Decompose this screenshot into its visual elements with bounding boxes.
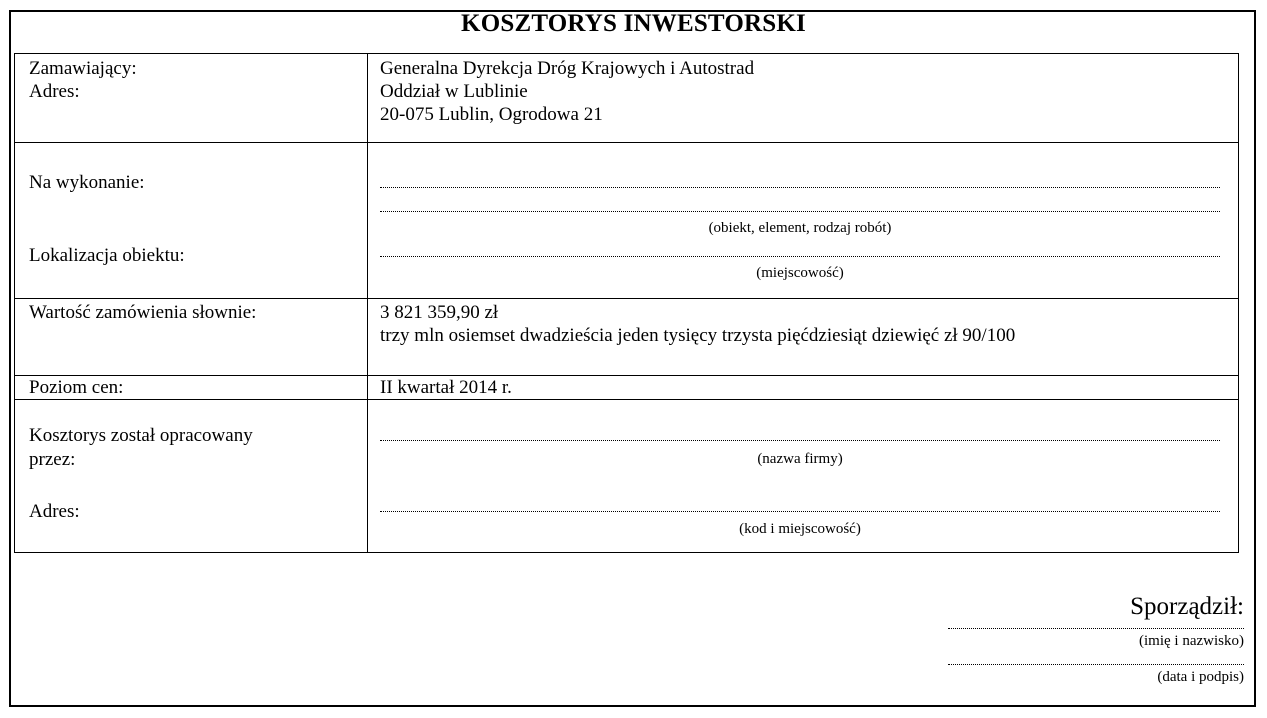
row-wykonanie-lokalizacja (15, 143, 1239, 299)
lokalizacja-caption: (miejscowość) (756, 265, 844, 281)
date-dotted-line (948, 664, 1244, 665)
cost-estimate-form (14, 53, 1239, 553)
label-cell-wykonanie (15, 143, 368, 299)
poziom-value: II kwartał 2014 r. (380, 377, 512, 398)
value-cell-opracowany (368, 400, 1239, 553)
label-cell-poziom (15, 376, 368, 400)
adres-caption: (kod i miejscowość) (739, 521, 861, 537)
label-zamawiajacy-address: Adres: (29, 81, 80, 102)
firma-dotted-line (380, 440, 1220, 441)
label-lokalizacja: Lokalizacja obiektu: (29, 245, 185, 266)
wartosc-words: trzy mln osiemset dwadzieścia jeden tysięcy trzysta pięćdziesiąt dziewięć zł 90/100 (380, 325, 1016, 346)
row-zamawiajacy (15, 54, 1239, 143)
lokalizacja-dotted-line (380, 256, 1220, 257)
label-opracowany-line-1: Kosztorys został opracowany (29, 425, 253, 446)
zamawiajacy-line-3: 20-075 Lublin, Ogrodowa 21 (380, 104, 603, 125)
label-cell-wartosc (15, 299, 368, 376)
value-cell-wykonanie (368, 143, 1239, 299)
label-opracowany-line-2: przez: (29, 449, 76, 470)
zamawiajacy-line-1: Generalna Dyrekcja Dróg Krajowych i Autostrad (380, 58, 755, 79)
row-poziom-cen (15, 376, 1239, 400)
row-opracowany (15, 400, 1239, 553)
label-wartosc: Wartość zamówienia słownie: (29, 302, 257, 323)
label-cell-opracowany (15, 400, 368, 553)
wykonanie-dotted-line-2 (380, 211, 1220, 212)
name-caption: (imię i nazwisko) (1139, 633, 1244, 649)
name-dotted-line (948, 628, 1244, 629)
zamawiajacy-line-2: Oddział w Lublinie (380, 81, 528, 102)
label-zamawiajacy: Zamawiający: (29, 58, 137, 79)
value-cell-poziom (368, 376, 1239, 400)
value-cell-zamawiajacy (368, 54, 1239, 143)
wykonanie-caption: (obiekt, element, rodzaj robót) (708, 220, 892, 236)
row-wartosc (15, 299, 1239, 376)
sporzadzil-label: Sporządził: (1130, 593, 1244, 620)
wykonanie-dotted-line-1 (380, 187, 1220, 188)
sporzadzil-block (948, 593, 1244, 686)
label-poziom: Poziom cen: (29, 377, 124, 398)
firma-caption: (nazwa firmy) (757, 451, 843, 467)
wartosc-amount: 3 821 359,90 zł (380, 302, 499, 323)
label-cell-zamawiajacy (15, 54, 368, 143)
date-caption: (data i podpis) (1157, 669, 1244, 685)
adres-dotted-line (380, 511, 1220, 512)
label-wykonanie: Na wykonanie: (29, 172, 145, 193)
document-title: KOSZTORYS INWESTORSKI (461, 10, 806, 37)
label-opracowany-address: Adres: (29, 501, 80, 522)
value-cell-wartosc (368, 299, 1239, 376)
